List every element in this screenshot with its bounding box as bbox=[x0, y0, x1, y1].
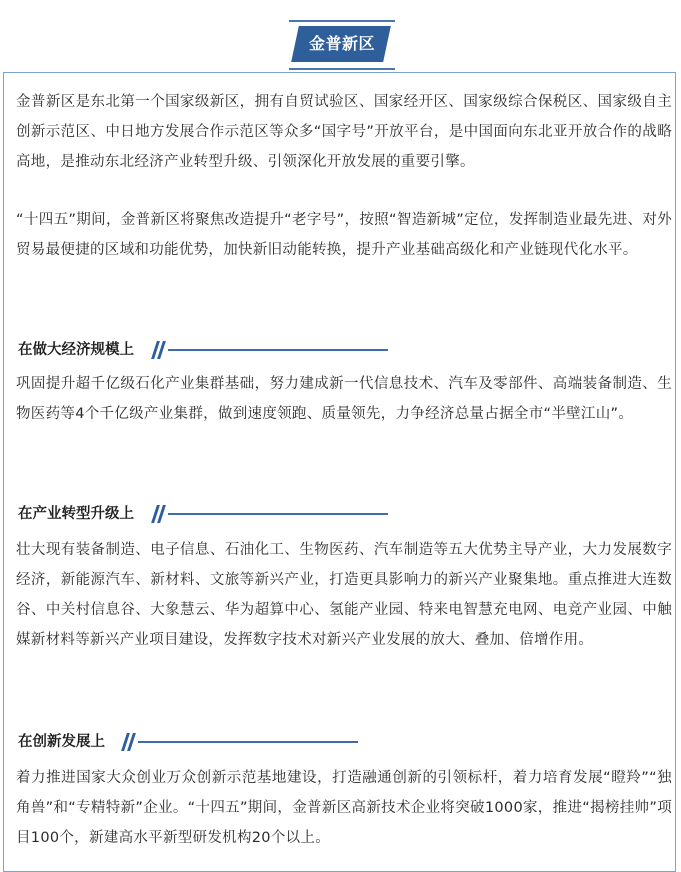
section-header-innovation bbox=[18, 727, 358, 757]
intro-paragraph-1: 金普新区是东北第一个国家级新区，拥有自贸试验区、国家经开区、国家级综合保税区、国家级自主创新示范区、中日地方发展合作示范区等众多“国字号”开放平台，是中国面向东北亚开放合作的战略高地，是推动东北经济产业转型升级、引领深化开放发展的重要引擎。 bbox=[16, 94, 672, 170]
title-bottom-rule bbox=[289, 68, 395, 70]
section-header-industry-transformation bbox=[18, 499, 388, 529]
section-header-economic-scale bbox=[18, 335, 388, 365]
section-title: 在创新发展上 bbox=[18, 734, 105, 750]
content-box bbox=[3, 72, 676, 872]
section-body-economic-scale: 巩固提升超千亿级石化产业集群基础，努力建成新一代信息技术、汽车及零部件、高端装备制造、生物医药等4个千亿级产业集群，做到速度领跑、质量领先，力争经济总量占据全市“半壁江山”。 bbox=[16, 376, 672, 422]
section-body-industry-transformation: 壮大现有装备制造、电子信息、石油化工、生物医药、汽车制造等五大优势主导产业，大力发展数字经济，新能源汽车、新材料、文旅等新兴产业，打造更具影响力的新兴产业聚集地。重点推进大连数谷、中关村信息谷、大象慧云、华为超算中心、氢能产业园、特来电智慧充电网、电竞产业园、中触媒新材料等新兴产业项目建设，发挥数字技术对新兴产业发展的放大、叠加、倍增作用。 bbox=[16, 542, 672, 648]
page-title: 金普新区 bbox=[308, 34, 375, 53]
section-body-innovation: 着力推进国家大众创业万众创新示范基地建设，打造融通创新的引领标杆，着力培育发展“瞪羚”“独角兽”和“专精特新”企业。“十四五”期间，金普新区高新技术企业将突破1000家，推进“揭榜挂帅”项目100个，新建高水平新型研发机构20个以上。 bbox=[16, 770, 672, 846]
section-divider bbox=[168, 349, 388, 351]
page-title-badge bbox=[289, 20, 395, 70]
intro-paragraph-2: “十四五”期间，金普新区将聚焦改造提升“老字号”，按照“智造新城”定位，发挥制造业最先进、对外贸易最便捷的区域和功能优势，加快新旧动能转换，提升产业基础高级化和产业链现代化水平。 bbox=[16, 212, 672, 258]
section-divider bbox=[138, 741, 358, 743]
title-top-rule bbox=[289, 20, 395, 22]
section-title: 在做大经济规模上 bbox=[18, 342, 134, 358]
section-divider bbox=[168, 513, 388, 515]
section-title: 在产业转型升级上 bbox=[18, 506, 134, 522]
